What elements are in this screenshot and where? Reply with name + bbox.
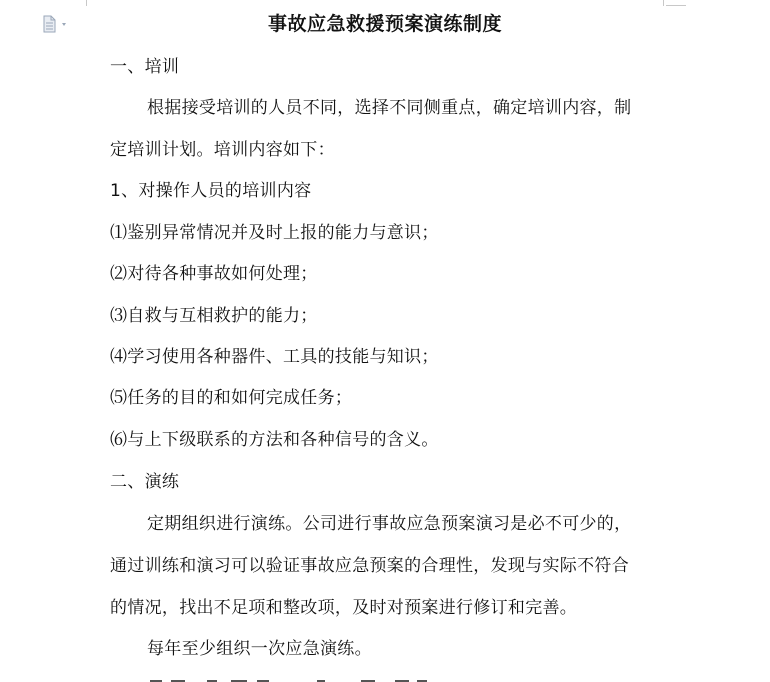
crop-mark-top-left-vertical (86, 0, 87, 6)
crop-mark-top-right-vertical (663, 0, 664, 6)
list-item: ⑹与上下级联系的方法和各种信号的含义。 (110, 430, 439, 450)
document-title: 事故应急救援预案演练制度 (267, 13, 502, 35)
list-item: ⑵对待各种事故如何处理； (110, 264, 318, 284)
list-item: ⑴鉴别异常情况并及时上报的能力与意识； (110, 223, 439, 243)
paragraph-training-line-2: 定培训计划。培训内容如下： (110, 140, 335, 160)
section-heading-drill: 二、演练 (110, 472, 180, 492)
paragraph-annual-drill: 每年至少组织一次应急演练。 (147, 639, 372, 659)
list-item: ⑸任务的目的和如何完成任务； (110, 388, 353, 408)
section-heading-training: 一、培训 (110, 57, 180, 77)
cut-off-text-line (147, 670, 437, 682)
crop-mark-top-right-horizontal (666, 5, 686, 6)
paragraph-drill-line-1: 定期组织进行演练。公司进行事故应急预案演习是必不可少的， (147, 514, 632, 534)
paragraph-training-line-1: 根据接受培训的人员不同，选择不同侧重点，确定培训内容，制 (147, 98, 632, 118)
paragraph-drill-line-2: 通过训练和演习可以验证事故应急预案的合理性，发现与实际不符合 (110, 556, 629, 576)
list-item: ⑷学习使用各种器件、工具的技能与知识； (110, 347, 439, 367)
sub-heading-operator-training: 1、对操作人员的培训内容 (110, 181, 312, 201)
paragraph-drill-line-3: 的情况，找出不足项和整改项，及时对预案进行修订和完善。 (110, 598, 578, 618)
list-item: ⑶自救与互相救护的能力； (110, 306, 318, 326)
